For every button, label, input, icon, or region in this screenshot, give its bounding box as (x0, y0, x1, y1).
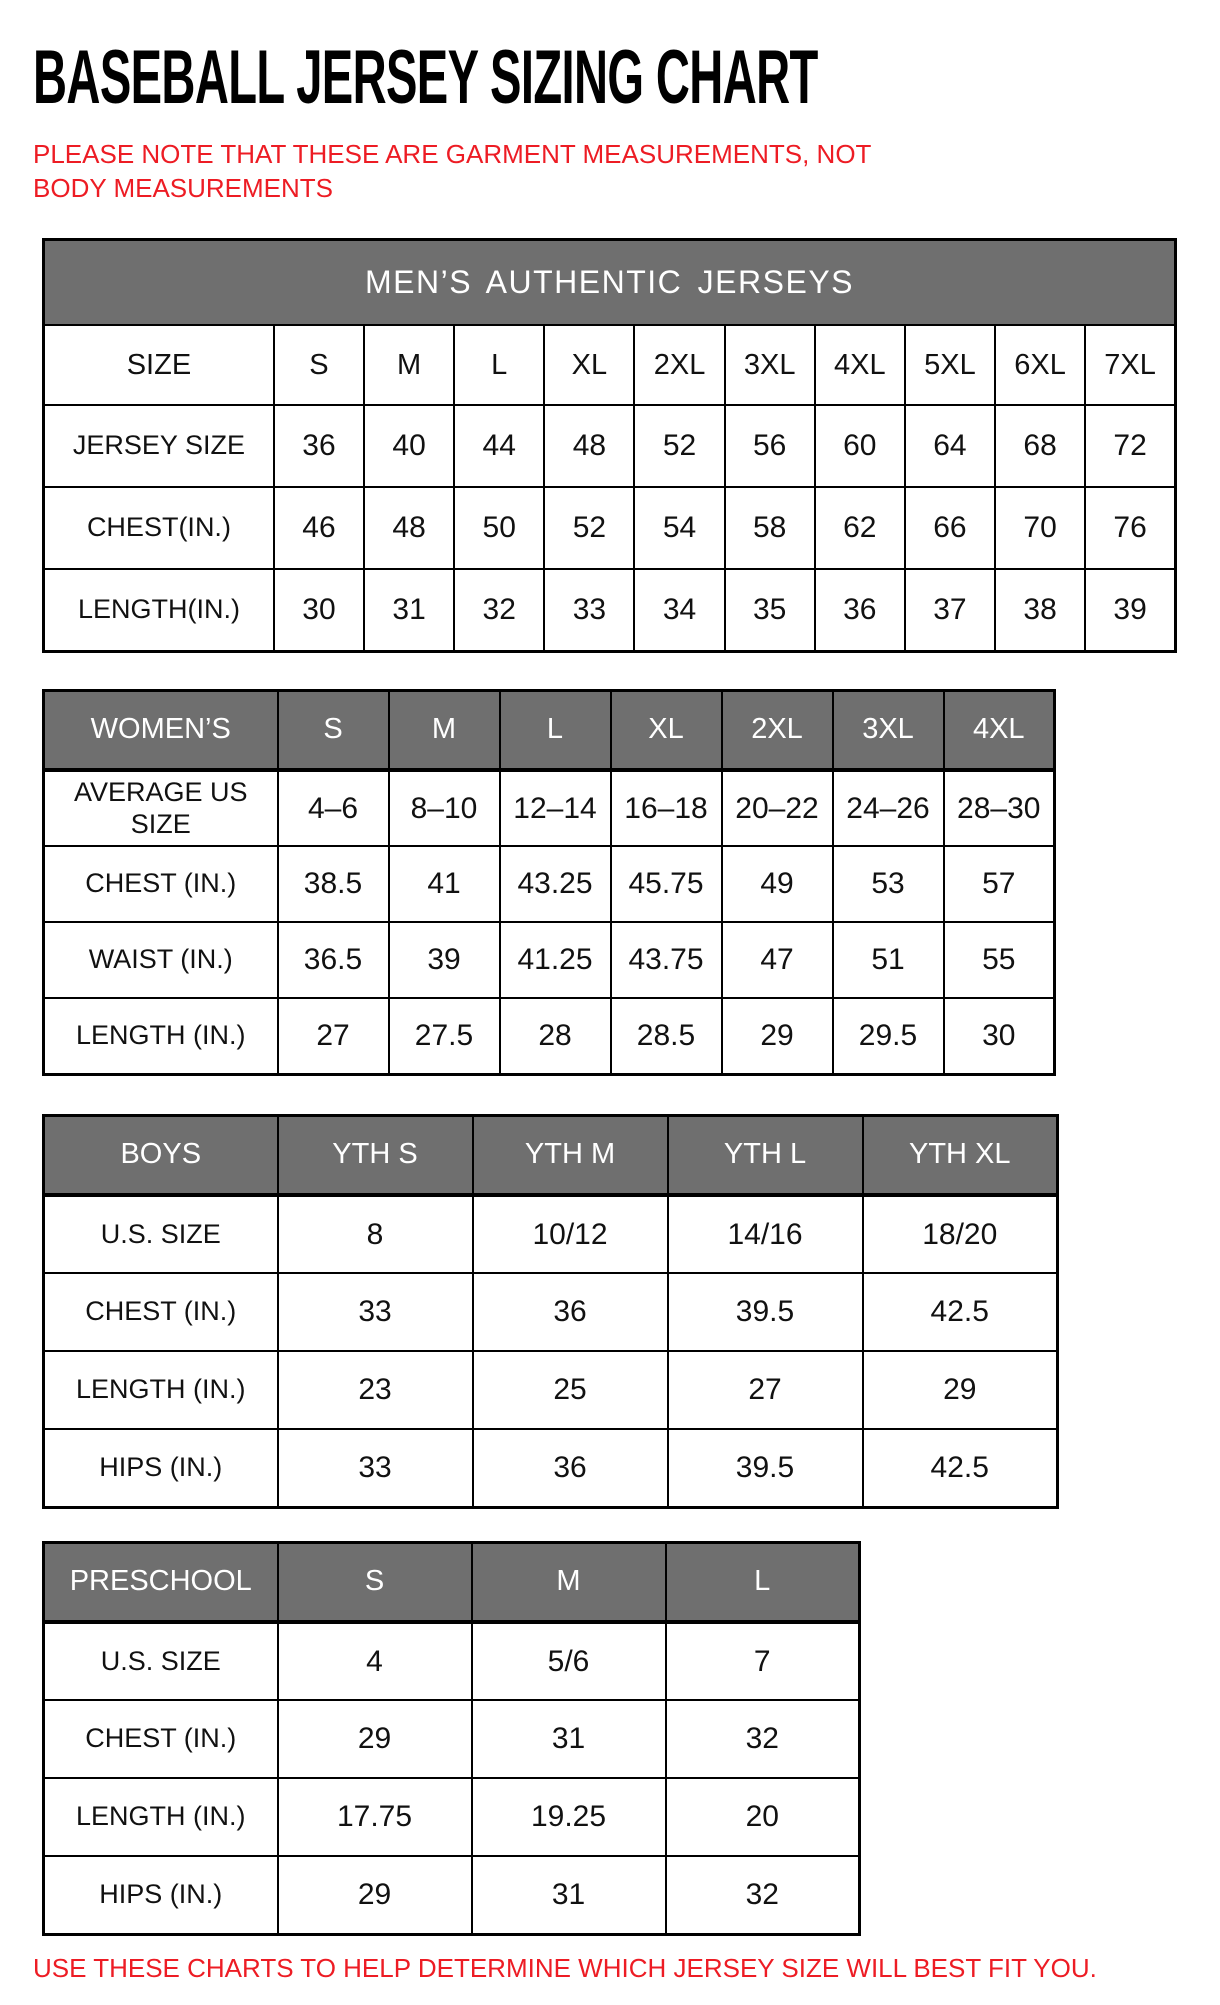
mens-row-label-chest-in: CHEST(IN.) (44, 487, 274, 569)
mens-length-in-value-xl: 33 (544, 569, 634, 651)
preschool-u-s-size-value-l: 7 (666, 1622, 860, 1700)
boys-row-chest-in (44, 1273, 1058, 1351)
mens-size-header-4xl: 4XL (815, 325, 905, 405)
womens-group-label: WOMEN’S (44, 690, 278, 770)
mens-length-in-value-7xl: 39 (1085, 569, 1175, 651)
boys-length-in-value-yth-l: 27 (668, 1351, 863, 1429)
womens-average-us-size-value-2xl: 20–22 (722, 770, 833, 846)
womens-average-us-size-value-3xl: 24–26 (833, 770, 944, 846)
womens-size-header-2xl: 2XL (722, 690, 833, 770)
boys-hips-in-value-yth-l: 39.5 (668, 1429, 863, 1507)
mens-length-in-value-6xl: 38 (995, 569, 1085, 651)
mens-row-length-in (44, 569, 1176, 651)
boys-row-label-u-s-size: U.S. SIZE (44, 1195, 278, 1273)
womens-row-label-waist-in: WAIST (IN.) (44, 922, 278, 998)
preschool-row-label-u-s-size: U.S. SIZE (44, 1622, 278, 1700)
womens-chest-in-value-xl: 45.75 (611, 846, 722, 922)
mens-jersey-size-value-2xl: 52 (634, 405, 724, 487)
preschool-u-s-size-value-s: 4 (278, 1622, 472, 1700)
womens-chest-in-value-l: 43.25 (500, 846, 611, 922)
womens-length-in-value-l: 28 (500, 998, 611, 1074)
womens-waist-in-value-m: 39 (389, 922, 500, 998)
boys-size-header-yth-xl: YTH XL (863, 1115, 1058, 1195)
womens-chest-in-value-3xl: 53 (833, 846, 944, 922)
mens-chest-in-value-4xl: 62 (815, 487, 905, 569)
boys-chest-in-value-yth-xl: 42.5 (863, 1273, 1058, 1351)
mens-size-header-xl: XL (544, 325, 634, 405)
boys-size-header-yth-s: YTH S (278, 1115, 473, 1195)
boys-hips-in-value-yth-xl: 42.5 (863, 1429, 1058, 1507)
mens-chest-in-value-6xl: 70 (995, 487, 1085, 569)
mens-length-in-value-4xl: 36 (815, 569, 905, 651)
womens-average-us-size-value-xl: 16–18 (611, 770, 722, 846)
womens-chest-in-value-s: 38.5 (278, 846, 389, 922)
mens-sizing-table (42, 238, 1177, 653)
boys-chest-in-value-yth-l: 39.5 (668, 1273, 863, 1351)
womens-waist-in-value-3xl: 51 (833, 922, 944, 998)
mens-jersey-size-value-6xl: 68 (995, 405, 1085, 487)
womens-length-in-value-4xl: 30 (944, 998, 1055, 1074)
preschool-row-hips-in (44, 1856, 860, 1934)
preschool-row-length-in (44, 1778, 860, 1856)
womens-waist-in-value-s: 36.5 (278, 922, 389, 998)
mens-size-header-s: S (274, 325, 364, 405)
mens-size-header-6xl: 6XL (995, 325, 1085, 405)
womens-average-us-size-value-m: 8–10 (389, 770, 500, 846)
preschool-chest-in-value-s: 29 (278, 1700, 472, 1778)
womens-size-header-xl: XL (611, 690, 722, 770)
mens-jersey-size-value-m: 40 (364, 405, 454, 487)
preschool-length-in-value-s: 17.75 (278, 1778, 472, 1856)
womens-sizing-table (42, 689, 1056, 1076)
womens-length-in-value-2xl: 29 (722, 998, 833, 1074)
boys-row-label-chest-in: CHEST (IN.) (44, 1273, 278, 1351)
mens-banner-title: MEN’S AUTHENTIC JERSEYS (44, 239, 1176, 325)
boys-row-length-in (44, 1351, 1058, 1429)
boys-length-in-value-yth-m: 25 (473, 1351, 668, 1429)
preschool-row-label-length-in: LENGTH (IN.) (44, 1778, 278, 1856)
boys-u-s-size-value-yth-m: 10/12 (473, 1195, 668, 1273)
mens-size-header-m: M (364, 325, 454, 405)
mens-size-header-l: L (454, 325, 544, 405)
mens-row-jersey-size (44, 405, 1176, 487)
preschool-length-in-value-m: 19.25 (472, 1778, 666, 1856)
womens-average-us-size-value-s: 4–6 (278, 770, 389, 846)
womens-size-header-m: M (389, 690, 500, 770)
preschool-size-header-m: M (472, 1542, 666, 1622)
mens-chest-in-value-l: 50 (454, 487, 544, 569)
boys-hips-in-value-yth-s: 33 (278, 1429, 473, 1507)
womens-length-in-value-m: 27.5 (389, 998, 500, 1074)
footer-note: USE THESE CHARTS TO HELP DETERMINE WHICH JERSEY SIZE WILL BEST FIT YOU. (33, 1952, 1097, 1983)
boys-u-s-size-value-yth-xl: 18/20 (863, 1195, 1058, 1273)
page-title-text: BASEBALL JERSEY SIZING CHART (33, 35, 818, 121)
preschool-u-s-size-value-m: 5/6 (472, 1622, 666, 1700)
womens-row-length-in (44, 998, 1055, 1074)
mens-length-in-value-m: 31 (364, 569, 454, 651)
mens-jersey-size-value-4xl: 60 (815, 405, 905, 487)
womens-row-chest-in (44, 846, 1055, 922)
boys-chest-in-value-yth-s: 33 (278, 1273, 473, 1351)
boys-u-s-size-value-yth-s: 8 (278, 1195, 473, 1273)
mens-row-label-jersey-size: JERSEY SIZE (44, 405, 274, 487)
sizing-chart-page (33, 35, 1190, 1985)
preschool-row-u-s-size (44, 1622, 860, 1700)
mens-chest-in-value-s: 46 (274, 487, 364, 569)
preschool-row-label-chest-in: CHEST (IN.) (44, 1700, 278, 1778)
boys-length-in-value-yth-xl: 29 (863, 1351, 1058, 1429)
boys-sizing-table (42, 1114, 1059, 1509)
sizing-tables (33, 238, 1190, 1936)
page-title (33, 35, 1190, 121)
preschool-header-row (44, 1542, 860, 1622)
womens-chest-in-value-2xl: 49 (722, 846, 833, 922)
mens-chest-in-value-m: 48 (364, 487, 454, 569)
preschool-hips-in-value-s: 29 (278, 1856, 472, 1934)
preschool-chest-in-value-l: 32 (666, 1700, 860, 1778)
mens-size-header-7xl: 7XL (1085, 325, 1175, 405)
mens-size-header-3xl: 3XL (725, 325, 815, 405)
mens-chest-in-value-7xl: 76 (1085, 487, 1175, 569)
womens-average-us-size-value-l: 12–14 (500, 770, 611, 846)
preschool-size-header-s: S (278, 1542, 472, 1622)
mens-row-label-length-in: LENGTH(IN.) (44, 569, 274, 651)
preschool-row-chest-in (44, 1700, 860, 1778)
preschool-hips-in-value-m: 31 (472, 1856, 666, 1934)
boys-length-in-value-yth-s: 23 (278, 1351, 473, 1429)
mens-length-in-value-s: 30 (274, 569, 364, 651)
womens-length-in-value-3xl: 29.5 (833, 998, 944, 1074)
mens-jersey-size-value-xl: 48 (544, 405, 634, 487)
preschool-group-label: PRESCHOOL (44, 1542, 278, 1622)
womens-chest-in-value-4xl: 57 (944, 846, 1055, 922)
womens-length-in-value-s: 27 (278, 998, 389, 1074)
womens-row-label-length-in: LENGTH (IN.) (44, 998, 278, 1074)
boys-hips-in-value-yth-m: 36 (473, 1429, 668, 1507)
womens-row-waist-in (44, 922, 1055, 998)
womens-size-header-l: L (500, 690, 611, 770)
mens-header-row (44, 325, 1176, 405)
mens-jersey-size-value-7xl: 72 (1085, 405, 1175, 487)
boys-size-header-yth-l: YTH L (668, 1115, 863, 1195)
mens-jersey-size-value-5xl: 64 (905, 405, 995, 487)
preschool-size-header-l: L (666, 1542, 860, 1622)
womens-waist-in-value-4xl: 55 (944, 922, 1055, 998)
boys-row-hips-in (44, 1429, 1058, 1507)
boys-group-label: BOYS (44, 1115, 278, 1195)
womens-row-average-us-size (44, 770, 1055, 846)
boys-header-row (44, 1115, 1058, 1195)
mens-jersey-size-value-l: 44 (454, 405, 544, 487)
womens-size-header-3xl: 3XL (833, 690, 944, 770)
mens-length-in-value-5xl: 37 (905, 569, 995, 651)
boys-row-label-length-in: LENGTH (IN.) (44, 1351, 278, 1429)
mens-length-in-value-3xl: 35 (725, 569, 815, 651)
mens-length-in-value-2xl: 34 (634, 569, 724, 651)
womens-chest-in-value-m: 41 (389, 846, 500, 922)
womens-waist-in-value-2xl: 47 (722, 922, 833, 998)
mens-chest-in-value-5xl: 66 (905, 487, 995, 569)
preschool-sizing-table (42, 1541, 861, 1936)
womens-average-us-size-value-4xl: 28–30 (944, 770, 1055, 846)
mens-group-label: SIZE (44, 325, 274, 405)
womens-length-in-value-xl: 28.5 (611, 998, 722, 1074)
mens-chest-in-value-xl: 52 (544, 487, 634, 569)
womens-size-header-4xl: 4XL (944, 690, 1055, 770)
boys-size-header-yth-m: YTH M (473, 1115, 668, 1195)
boys-row-u-s-size (44, 1195, 1058, 1273)
boys-u-s-size-value-yth-l: 14/16 (668, 1195, 863, 1273)
womens-waist-in-value-xl: 43.75 (611, 922, 722, 998)
womens-header-row (44, 690, 1055, 770)
mens-chest-in-value-3xl: 58 (725, 487, 815, 569)
preschool-row-label-hips-in: HIPS (IN.) (44, 1856, 278, 1934)
mens-jersey-size-value-3xl: 56 (725, 405, 815, 487)
preschool-length-in-value-l: 20 (666, 1778, 860, 1856)
mens-row-chest-in (44, 487, 1176, 569)
mens-size-header-2xl: 2XL (634, 325, 724, 405)
womens-row-label-chest-in: CHEST (IN.) (44, 846, 278, 922)
mens-jersey-size-value-s: 36 (274, 405, 364, 487)
mens-chest-in-value-2xl: 54 (634, 487, 724, 569)
mens-banner-row (44, 239, 1176, 325)
garment-measurements-note: PLEASE NOTE THAT THESE ARE GARMENT MEASUREMENTS, NOT BODY MEASUREMENTS (33, 138, 871, 204)
mens-length-in-value-l: 32 (454, 569, 544, 651)
womens-waist-in-value-l: 41.25 (500, 922, 611, 998)
boys-chest-in-value-yth-m: 36 (473, 1273, 668, 1351)
preschool-hips-in-value-l: 32 (666, 1856, 860, 1934)
mens-size-header-5xl: 5XL (905, 325, 995, 405)
boys-row-label-hips-in: HIPS (IN.) (44, 1429, 278, 1507)
preschool-chest-in-value-m: 31 (472, 1700, 666, 1778)
womens-row-label-average-us-size: AVERAGE US SIZE (44, 770, 278, 846)
womens-size-header-s: S (278, 690, 389, 770)
